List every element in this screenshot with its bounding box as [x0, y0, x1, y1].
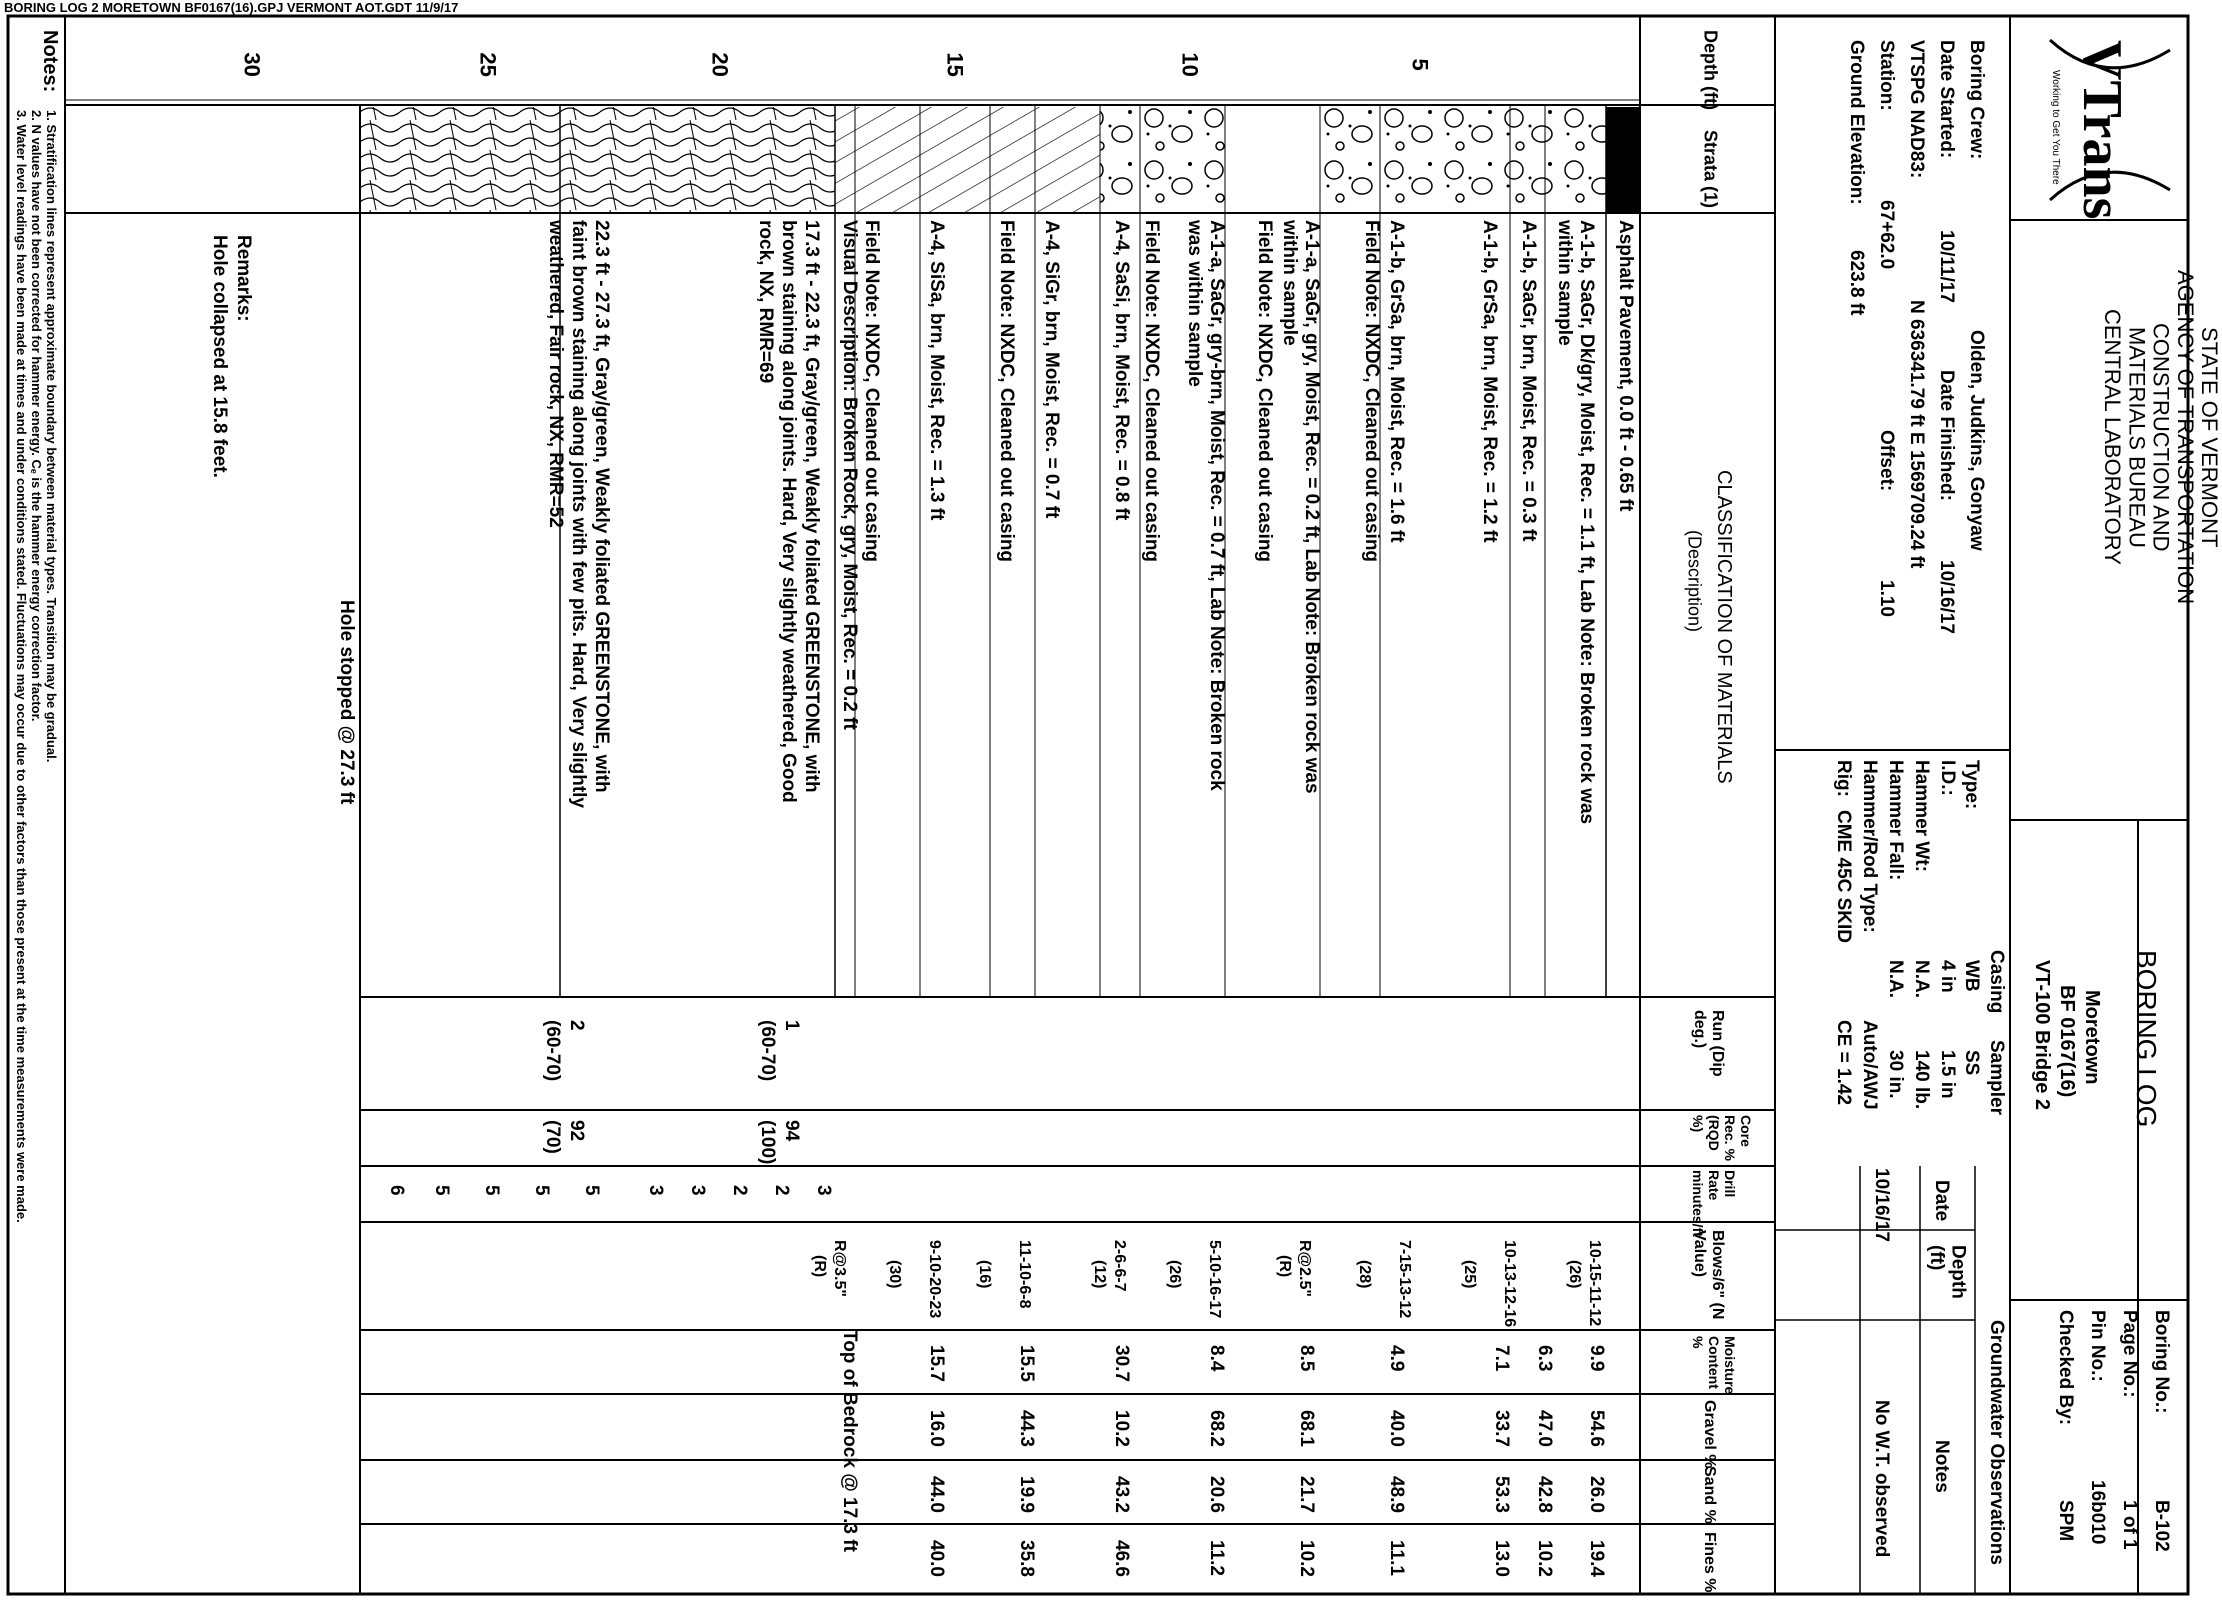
col-header-core: Core Rec. % (RQD %) — [1690, 1115, 1754, 1161]
desc-4-note: Field Note: NXDC, Cleaned out casing — [1360, 220, 1382, 563]
offset-label: Offset: — [1875, 430, 1897, 492]
hammer-fall-casing: N.A. — [1884, 960, 1906, 998]
n-value-8: (16) — [976, 1260, 993, 1289]
date-started: 10/11/17 — [1935, 230, 1957, 303]
col-header-depth: Depth (ft) — [1700, 30, 1721, 110]
drill-rate: 2 — [770, 1185, 792, 1196]
crew-label: Boring Crew: — [1965, 40, 1987, 160]
project-number: BF 0167(16) — [2056, 985, 2078, 1098]
moisture-9: 15.7 — [925, 1345, 947, 1382]
depth-tick-30: 30 — [239, 52, 265, 77]
blows-7: 2-6-6-7 — [1111, 1240, 1128, 1292]
sampler-label: Sampler — [1985, 1040, 2007, 1115]
run-1-dip: (60-70) — [756, 1020, 778, 1082]
desc-6b: was within sample — [1183, 220, 1205, 387]
desc-4: A-1-b, GrSa, brn, Moist, Rec. = 1.6 ft — [1385, 220, 1407, 543]
col-header-sand: Sand % — [1701, 1466, 1718, 1524]
gravel-9: 16.0 — [925, 1410, 947, 1447]
moisture-5: 8.5 — [1295, 1345, 1317, 1372]
n-value-4: (28) — [1356, 1260, 1373, 1289]
blows-3: 10-13-12-16 — [1501, 1240, 1518, 1328]
desc-8-note: Field Note: NXDC, Cleaned out casing — [995, 220, 1017, 563]
desc-9: A-4, SiSa, brn, Moist, Rec. = 1.3 ft — [925, 220, 947, 521]
crew: Olden, Judkins, Gonyaw — [1965, 330, 1987, 551]
header-stamp: BORING LOG 2 MORETOWN BF0167(16).GPJ VERMONT AOT.GDT 11/9/17 — [4, 0, 459, 15]
bridge-name: VT-100 Bridge 2 — [2031, 960, 2053, 1111]
depth-tick-5: 5 — [1407, 58, 1433, 71]
blows-4: 7-15-13-12 — [1396, 1240, 1413, 1319]
blows-9: 9-10-20-23 — [926, 1240, 943, 1319]
fines-8: 35.8 — [1015, 1540, 1037, 1577]
sand-8: 19.9 — [1015, 1476, 1037, 1513]
n-value-9: (30) — [886, 1260, 903, 1289]
col-header-run: Run (Dip deg.) — [1691, 1010, 1726, 1077]
desc-2: A-1-b, SaGr, brn, Moist, Rec. = 0.3 ft — [1517, 220, 1539, 542]
sand-9: 44.0 — [925, 1476, 947, 1513]
desc-9-note: Field Note: NXDC, Cleaned out casing — [860, 220, 882, 563]
gravel-3: 33.7 — [1490, 1410, 1512, 1447]
page-no-label: Page No.: — [2118, 1310, 2140, 1398]
sand-2: 42.8 — [1533, 1476, 1555, 1513]
col-header-classification: CLASSIFICATION OF MATERIALS — [1713, 470, 1735, 784]
fines-7: 46.6 — [1110, 1540, 1132, 1577]
hole-stopped: Hole stopped @ 27.3 ft — [335, 600, 357, 805]
gw-note: No W.T. observed — [1870, 1400, 1892, 1558]
desc-rock-2a: 22.3 ft - 27.3 ft, Gray/green, Weakly foliated GREENSTONE, with — [590, 220, 612, 793]
hammer-fall-sampler: 30 in. — [1884, 1050, 1906, 1099]
sand-5: 21.7 — [1295, 1476, 1317, 1513]
sand-3: 53.3 — [1490, 1476, 1512, 1513]
groundwater-title: Groundwater Observations — [1985, 1320, 2007, 1565]
hammer-wt-casing: N.A. — [1910, 960, 1932, 998]
drill-rate: 5 — [530, 1185, 552, 1196]
n-value-7: (12) — [1091, 1260, 1108, 1289]
gw-depth-header: Depth (ft) — [1925, 1245, 1969, 1299]
vtrans-logo: VTrans Working to Get You There — [2030, 30, 2180, 210]
fines-2: 10.2 — [1533, 1540, 1555, 1577]
desc-6-note: Field Note: NXDC, Cleaned out casing — [1140, 220, 1162, 563]
fines-4: 11.1 — [1385, 1540, 1407, 1576]
sand-6: 20.6 — [1205, 1476, 1227, 1513]
n-value-5: (R) — [1276, 1255, 1293, 1278]
desc-rock-1c: rock, NX, RMR=69 — [754, 220, 776, 384]
date-finished-label: Date Finished: — [1935, 370, 1957, 501]
top-of-bedrock: Top of Bedrock @ 17.3 ft — [838, 1330, 860, 1552]
sand-4: 48.9 — [1385, 1476, 1407, 1513]
boring-log-title: BORING LOG — [2131, 950, 2162, 1128]
gravel-7: 10.2 — [1110, 1410, 1132, 1447]
moisture-8: 15.5 — [1015, 1345, 1037, 1382]
remarks-label: Remarks: — [232, 235, 254, 322]
fines-3: 13.0 — [1490, 1540, 1512, 1577]
core-1: 94 — [780, 1120, 802, 1142]
run-2: 2 — [565, 1020, 587, 1031]
type-casing: WB — [1960, 960, 1982, 992]
date-finished: 10/16/17 — [1935, 560, 1957, 634]
note-1: 1. Stratification lines represent approximate boundary between material types. Transition may be gradual. — [44, 110, 59, 763]
col-header-fines: Fines % — [1701, 1532, 1718, 1593]
drill-rate: 5 — [480, 1185, 502, 1196]
id-sampler: 1.5 in — [1936, 1050, 1958, 1099]
moisture-6: 8.4 — [1205, 1345, 1227, 1372]
depth-tick-25: 25 — [475, 52, 501, 77]
vtspg-label: VTSPG NAD83: — [1905, 40, 1927, 179]
blows-8: 11-10-6-8 — [1016, 1240, 1033, 1309]
bedrock-n: (R) — [811, 1255, 828, 1278]
drill-rate: 5 — [580, 1185, 602, 1196]
type-label: Type: — [1960, 760, 1982, 810]
depth-tick-10: 10 — [1177, 52, 1203, 77]
drill-rate: 5 — [430, 1185, 452, 1196]
desc-7: A-4, SaSi, brn, Moist, Rec. = 0.8 ft — [1110, 220, 1132, 521]
town: Moretown — [2081, 990, 2103, 1085]
ce-factor: CE = 1.42 — [1832, 1020, 1854, 1106]
gravel-8: 44.3 — [1015, 1410, 1037, 1447]
fines-5: 10.2 — [1295, 1540, 1317, 1577]
n-value-6: (26) — [1166, 1260, 1183, 1289]
note-3: 3. Water level readings have been made at times and under conditions stated. Fluctuations may occur due to other factors than those present at the time measurements were made. — [14, 110, 29, 1223]
desc-3: A-1-b, GrSa, brn, Moist, Rec. = 1.2 ft — [1478, 220, 1500, 543]
remarks-text: Hole collapsed at 15.8 feet. — [208, 235, 230, 478]
gravel-1: 54.6 — [1585, 1410, 1607, 1447]
id-label: I.D.: — [1936, 760, 1958, 796]
run-1: 1 — [780, 1020, 802, 1031]
rqd-1: (100) — [756, 1120, 778, 1165]
drill-rate: 3 — [686, 1185, 708, 1196]
blows-6: 5-10-16-17 — [1206, 1240, 1223, 1319]
desc-rock-2b: faint brown staining along joints with few pits. Hard, Very slightly — [567, 220, 589, 808]
col-header-drill: Drill Rate minutes/ft — [1690, 1170, 1738, 1237]
offset: 1.10 — [1875, 580, 1897, 617]
type-sampler: SS — [1960, 1050, 1982, 1076]
checked-by: SPM — [2054, 1500, 2076, 1542]
gravel-4: 40.0 — [1385, 1410, 1407, 1447]
rig-label: Rig: — [1832, 760, 1854, 797]
boring-no-label: Boring No.: — [2150, 1310, 2172, 1414]
moisture-4: 4.9 — [1385, 1345, 1407, 1372]
rod-type: Auto/AWJ — [1858, 1020, 1880, 1110]
desc-rock-1a: 17.3 ft - 22.3 ft, Gray/green, Weakly foliated GREENSTONE, with — [800, 220, 822, 793]
depth-tick-20: 20 — [707, 52, 733, 77]
desc-1b: within sample — [1553, 220, 1575, 346]
col-header-blows: Blows/6" (N Value) — [1691, 1230, 1726, 1320]
fines-1: 19.4 — [1585, 1540, 1607, 1577]
fines-9: 40.0 — [925, 1540, 947, 1577]
station-label: Station: — [1875, 40, 1897, 111]
rod-type-label: Hammer/Rod Type: — [1858, 760, 1880, 933]
blows-5: R@2.5" — [1296, 1240, 1313, 1297]
rig: CME 45C SKID — [1832, 810, 1854, 944]
moisture-7: 30.7 — [1110, 1345, 1132, 1382]
casing-label: Casing — [1985, 950, 2007, 1014]
notes-label: Notes: — [39, 30, 61, 93]
col-header-strata: Strata (1) — [1700, 130, 1721, 209]
depth-tick-15: 15 — [942, 52, 968, 77]
ground-elevation-label: Ground Elevation: — [1845, 40, 1867, 205]
gw-date: 10/16/17 — [1870, 1168, 1892, 1242]
gravel-5: 68.1 — [1295, 1410, 1317, 1447]
gw-date-header: Date — [1930, 1180, 1952, 1222]
hammer-wt-label: Hammer Wt: — [1910, 760, 1932, 872]
sand-1: 26.0 — [1585, 1476, 1607, 1513]
hammer-wt-sampler: 140 lb. — [1910, 1050, 1932, 1110]
page-no: 1 of 1 — [2118, 1500, 2140, 1550]
n-value-3: (25) — [1461, 1260, 1478, 1289]
note-2: 2. N values have not been corrected for hammer energy. Cₑ is the hammer energy correction factor. — [29, 110, 44, 722]
boring-no: B-102 — [2150, 1500, 2172, 1552]
ground-elevation: 623.8 ft — [1845, 250, 1867, 316]
core-2: 92 — [565, 1120, 587, 1142]
desc-asphalt: Asphalt Pavement, 0.0 ft - 0.65 ft — [1614, 220, 1636, 512]
moisture-2: 6.3 — [1533, 1345, 1555, 1372]
drill-rate: 2 — [728, 1185, 750, 1196]
moisture-1: 9.9 — [1585, 1345, 1607, 1372]
sand-7: 43.2 — [1110, 1476, 1132, 1513]
desc-5b: within sample — [1278, 220, 1300, 346]
desc-5: A-1-a, SaGr, gry, Moist, Rec. = 0.2 ft, Lab Note: Broken rock was — [1300, 220, 1322, 794]
blows-1: 10-15-11-12 — [1586, 1240, 1603, 1327]
pin-no-label: Pin No.: — [2086, 1310, 2108, 1382]
station: 67+62.0 — [1875, 200, 1897, 270]
run-2-dip: (60-70) — [541, 1020, 563, 1082]
col-header-moisture: Moisture Content % — [1690, 1336, 1738, 1395]
desc-1: A-1-b, SaGr, Dk/gry, Moist, Rec. = 1.1 ft, Lab Note: Broken rock was — [1575, 220, 1597, 825]
hammer-fall-label: Hammer Fall: — [1884, 760, 1906, 881]
drill-rate: 6 — [385, 1185, 407, 1196]
agency-block: STATE OF VERMONT AGENCY OF TRANSPORTATION CONSTRUCTION AND MATERIALS BUREAU CENTRAL LABORATORY — [2100, 270, 2222, 605]
bedrock-blows: R@3.5" — [831, 1240, 848, 1297]
drill-rate: 3 — [812, 1185, 834, 1196]
desc-5-note: Field Note: NXDC, Cleaned out casing — [1253, 220, 1275, 563]
col-header-classification-sub: (Description) — [1684, 530, 1705, 633]
desc-visual: Visual Description: Broken Rock, gry, Moist, Rec. = 0.2 ft — [838, 220, 860, 730]
gw-notes-header: Notes — [1930, 1440, 1952, 1493]
gravel-2: 47.0 — [1533, 1410, 1555, 1447]
id-casing: 4 in — [1936, 960, 1958, 993]
drill-rate: 3 — [644, 1185, 666, 1196]
gravel-6: 68.2 — [1205, 1410, 1227, 1447]
moisture-3: 7.1 — [1490, 1345, 1512, 1372]
pin-no: 16b010 — [2086, 1480, 2108, 1545]
n-value-1: (26) — [1566, 1260, 1583, 1289]
desc-rock-2c: weathered, Fair rock, NX, RMR=52 — [544, 220, 566, 528]
desc-6: A-1-a, SaGr, gry-brn, Moist, Rec. = 0.7 ft, Lab Note: Broken rock — [1205, 220, 1227, 791]
desc-8: A-4, SiGr, brn, Moist, Rec. = 0.7 ft — [1040, 220, 1062, 519]
desc-rock-1b: brown staining along joints. Hard, Very slightly weathered, Good — [777, 220, 799, 803]
date-started-label: Date Started: — [1935, 40, 1957, 159]
vtspg: N 636341.79 ft E 1569709.24 ft — [1905, 300, 1927, 569]
rqd-2: (70) — [541, 1120, 563, 1154]
col-header-gravel: Gravel % — [1701, 1400, 1718, 1469]
checked-by-label: Checked By: — [2054, 1310, 2076, 1426]
fines-6: 11.2 — [1205, 1540, 1227, 1576]
